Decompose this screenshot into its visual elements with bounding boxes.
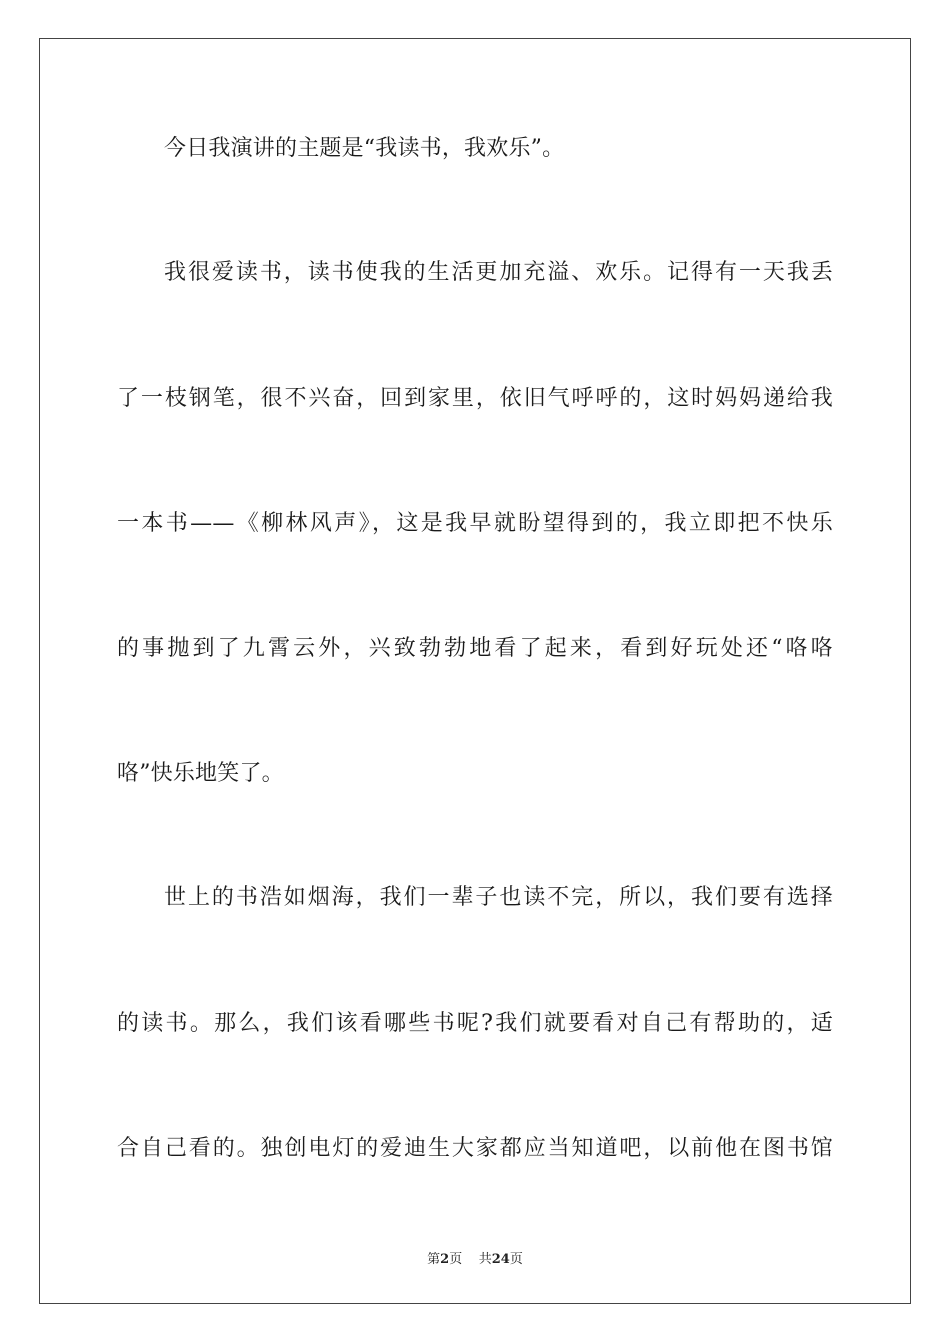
paragraph-line: 一本书——《柳林风声》，这是我早就盼望得到的，我立即把不快乐 bbox=[117, 511, 833, 536]
page-footer bbox=[0, 1248, 950, 1267]
paragraph-line: 合自己看的。独创电灯的爱迪生大家都应当知道吧，以前他在图书馆 bbox=[117, 1136, 833, 1161]
paragraph-line: 了一枝钢笔，很不兴奋，回到家里，依旧气呼呼的，这时妈妈递给我 bbox=[117, 386, 833, 411]
paragraph-line: 世上的书浩如烟海，我们一辈子也读不完，所以，我们要有选择 bbox=[164, 885, 833, 910]
page-border bbox=[39, 38, 911, 1304]
total-suffix: 页 bbox=[509, 1252, 523, 1267]
paragraph-line: 咯”快乐地笑了。 bbox=[117, 761, 284, 786]
page-prefix: 第 bbox=[427, 1252, 441, 1267]
total-pages: 24 bbox=[491, 1252, 510, 1267]
paragraph-line: 的读书。那么，我们该看哪些书呢?我们就要看对自己有帮助的，适 bbox=[117, 1011, 833, 1036]
paragraph-line: 的事抛到了九霄云外，兴致勃勃地看了起来，看到好玩处还“咯咯 bbox=[117, 636, 833, 661]
total-prefix: 共 bbox=[478, 1252, 492, 1267]
page-suffix: 页 bbox=[449, 1252, 463, 1267]
paragraph-line: 我很爱读书，读书使我的生活更加充溢、欢乐。记得有一天我丢 bbox=[164, 260, 833, 285]
page-number: 2 bbox=[440, 1252, 450, 1267]
paragraph-line: 今日我演讲的主题是“我读书，我欢乐”。 bbox=[164, 136, 565, 161]
